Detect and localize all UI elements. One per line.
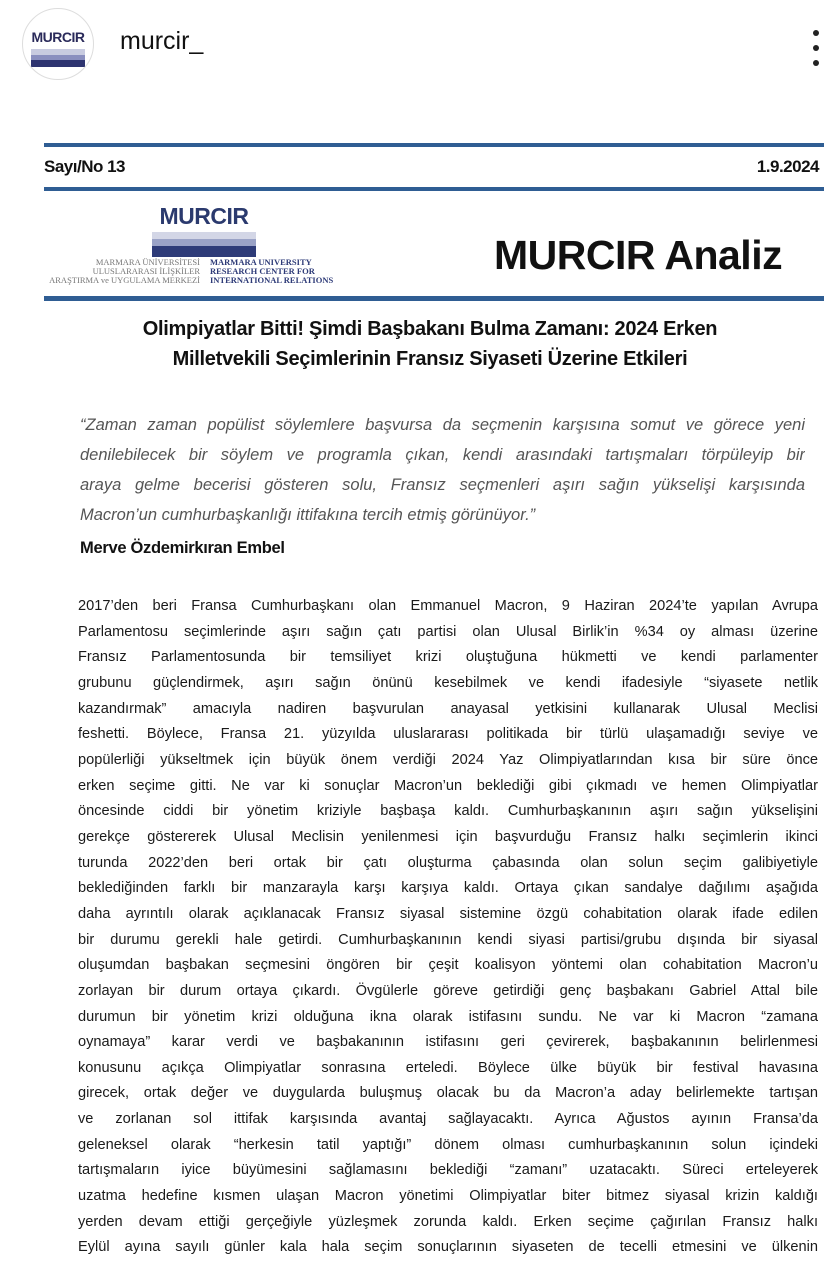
text-line: erken seçime gitti. Ne var ki sonuçlar Macron’un beklediği gibi çıkmadı ve hemen Olimpiyatlar (78, 777, 818, 794)
text-line: Eylül ayına sayılı günler kala hala seçim sonuçlarının siyaseten de tecelli etmesini ve ülkenin (78, 1239, 818, 1256)
logo-right-text: MARMARA UNIVERSITY RESEARCH CENTER FOR INTERNATIONAL RELATIONS (210, 257, 334, 285)
text-line: girecek, ortak değer ve duygularda buluşmuş olacak bu da Macron’a aday belirlemekte tartışan (78, 1085, 818, 1102)
text-line: zorlayan bir durum ortaya çıkardı. Övgülerle göreve getirdiği genç başbakanı Gabriel Attal bile (78, 982, 818, 999)
publication-name: MURCIR Analiz (494, 232, 783, 278)
text-line: araya gelme becerisi gösteren solu, Fransız seçmenleri aşırı sağın yükselişi karşısında (80, 476, 805, 494)
text-line: konusunu açıkça Olimpiyatlar sonrasına erteledi. Böylece ülke büyük bir festival havasına (78, 1059, 818, 1076)
text-line: grubunu güçlendirmek, aşırı sağın önünü kesebilmek ve kendi ifadesiyle “siyasete netlik (78, 674, 818, 691)
username-link[interactable]: murcir_ (120, 27, 204, 55)
author-name: Merve Özdemirkıran Embel (80, 539, 285, 557)
logo-left-text: MARMARA ÜNİVERSİTESİ ULUSLARARASI İLİŞKİLER ARAŞTIRMA ve UYGULAMA MERKEZİ (49, 257, 200, 285)
text-line: geleneksel olarak “herkesin tatil yaptığı” dönem olması cumhurbaşkanının solun içindeki (78, 1136, 818, 1153)
text-line: feshetti. Böylece, Fransa 21. yüzyılda uluslararası politikada bir türlü ulaşamadığı seviye ve (78, 726, 818, 743)
text-line: tartışmaların iyice büyümesini sağlamasını beklediği “zamanı” uzatacaktı. Süreci erteleyerek (78, 1162, 818, 1179)
avatar-stripe (31, 60, 85, 67)
divider (44, 296, 824, 301)
avatar-logo-text: MURCIR (31, 29, 85, 45)
issue-number: Sayı/No 13 (44, 157, 125, 176)
text-line: Fransız Parlamentosunda bir temsiliyet krizi oluştuğuna hükmetti ve kendi parlamenter (78, 649, 818, 666)
text-line: “Zaman zaman popülist söylemlere başvursa da seçmenin karşısına somut ve görece yeni (80, 416, 805, 434)
text-line: kazandırmak” amacıyla nadiren başvurulan anayasal yetkisini kullanarak Ulusal Meclisi (78, 700, 818, 717)
divider (44, 143, 824, 147)
profile-avatar[interactable] (22, 8, 94, 80)
article-body (78, 594, 818, 1261)
text-line: oluşumdan başbakan seçmesini öngören bir çeşit koalisyon yöntemi olan cohabitation Macron’u (78, 957, 818, 974)
article-title: Olimpiyatlar Bitti! Şimdi Başbakanı Bulma Zamanı: 2024 Erken Milletvekili Seçimlerinin Fransız Siyaseti Üzerine Etkileri (142, 318, 718, 370)
text-line: beklediğinden farklı bir manzarayla karşı karşıya kaldı. Ortaya çıkan sandalye dağılımı aşağıda (78, 880, 818, 897)
pull-quote (80, 410, 805, 530)
text-line: durumun bir yönetim krizi olduğuna ikna olarak istifasını sundu. Ne var ki Macron “zamana (78, 1008, 818, 1025)
text-line: Macron’un cumhurbaşkanlığı ittifakına tercih etmiş görünüyor.” (80, 506, 536, 524)
text-line: daha ayrıntılı olarak açıklanacak Fransız siyasal sistemine özgü cohabitation olarak ifade edilen (78, 905, 818, 922)
text-line: denilebilecek bir söylem ve programla çıkan, kendi arasındaki tartışmaları törpüleyip bir (80, 446, 805, 464)
text-line: ve zorlanan sol ittifak karşısında avantaj sağlayacaktı. Ayrıca Ağustos ayının Fransa’da (78, 1111, 818, 1128)
issue-date: 1.9.2024 (756, 157, 819, 176)
text-line: yerden devam ettiği gerçeğiyle yüzleşmek zorunda kaldı. Erken seçime çağırılan Fransız halkı (78, 1213, 818, 1230)
logo-wordmark: MURCIR (159, 203, 249, 229)
text-line: gerekçe göstererek Ulusal Meclisin yenilenmesi için başvurduğu Fransız halkı seçimlerin ikinci (78, 828, 818, 845)
divider (44, 187, 824, 191)
text-line: turunda 2022’den beri ortak bir çatı oluşturma çabasında olan solun seçim galibiyetiyle (78, 854, 818, 871)
murcir-logo (49, 203, 342, 293)
text-line: Parlamentosu seçimlerinde aşırı sağın çatı partisi olan Ulusal Birlik’in %34 oy alması üzerine (78, 623, 818, 640)
more-options-icon[interactable] (808, 30, 824, 80)
text-line: uzatma hedefine kısmen ulaşan Macron yönetimi Olimpiyatlar biter bitmez siyasal krizin kaldığı (78, 1188, 818, 1205)
text-line: oynamaya” karar verdi ve başbakanının istifasını geri çevirerek, başbakanının belirlenmesi (78, 1034, 818, 1051)
text-line: bir durumu gerekli hale getirdi. Cumhurbaşkanının kendi siyasi partisi/grubu dışında bir siyasal (78, 931, 818, 948)
text-line: öncesinde ciddi bir yönetim kriziyle başbaşa kaldı. Cumhurbaşkanının aşırı sağın yükselişini (78, 803, 818, 820)
text-line: popülerliği yükseltmek için büyük önem verdiği 2024 Yaz Olimpiyatlarından kısa bir süre önce (78, 751, 818, 768)
text-line: 2017’den beri Fransa Cumhurbaşkanı olan Emmanuel Macron, 9 Haziran 2024’te yapılan Avrupa (78, 598, 818, 614)
